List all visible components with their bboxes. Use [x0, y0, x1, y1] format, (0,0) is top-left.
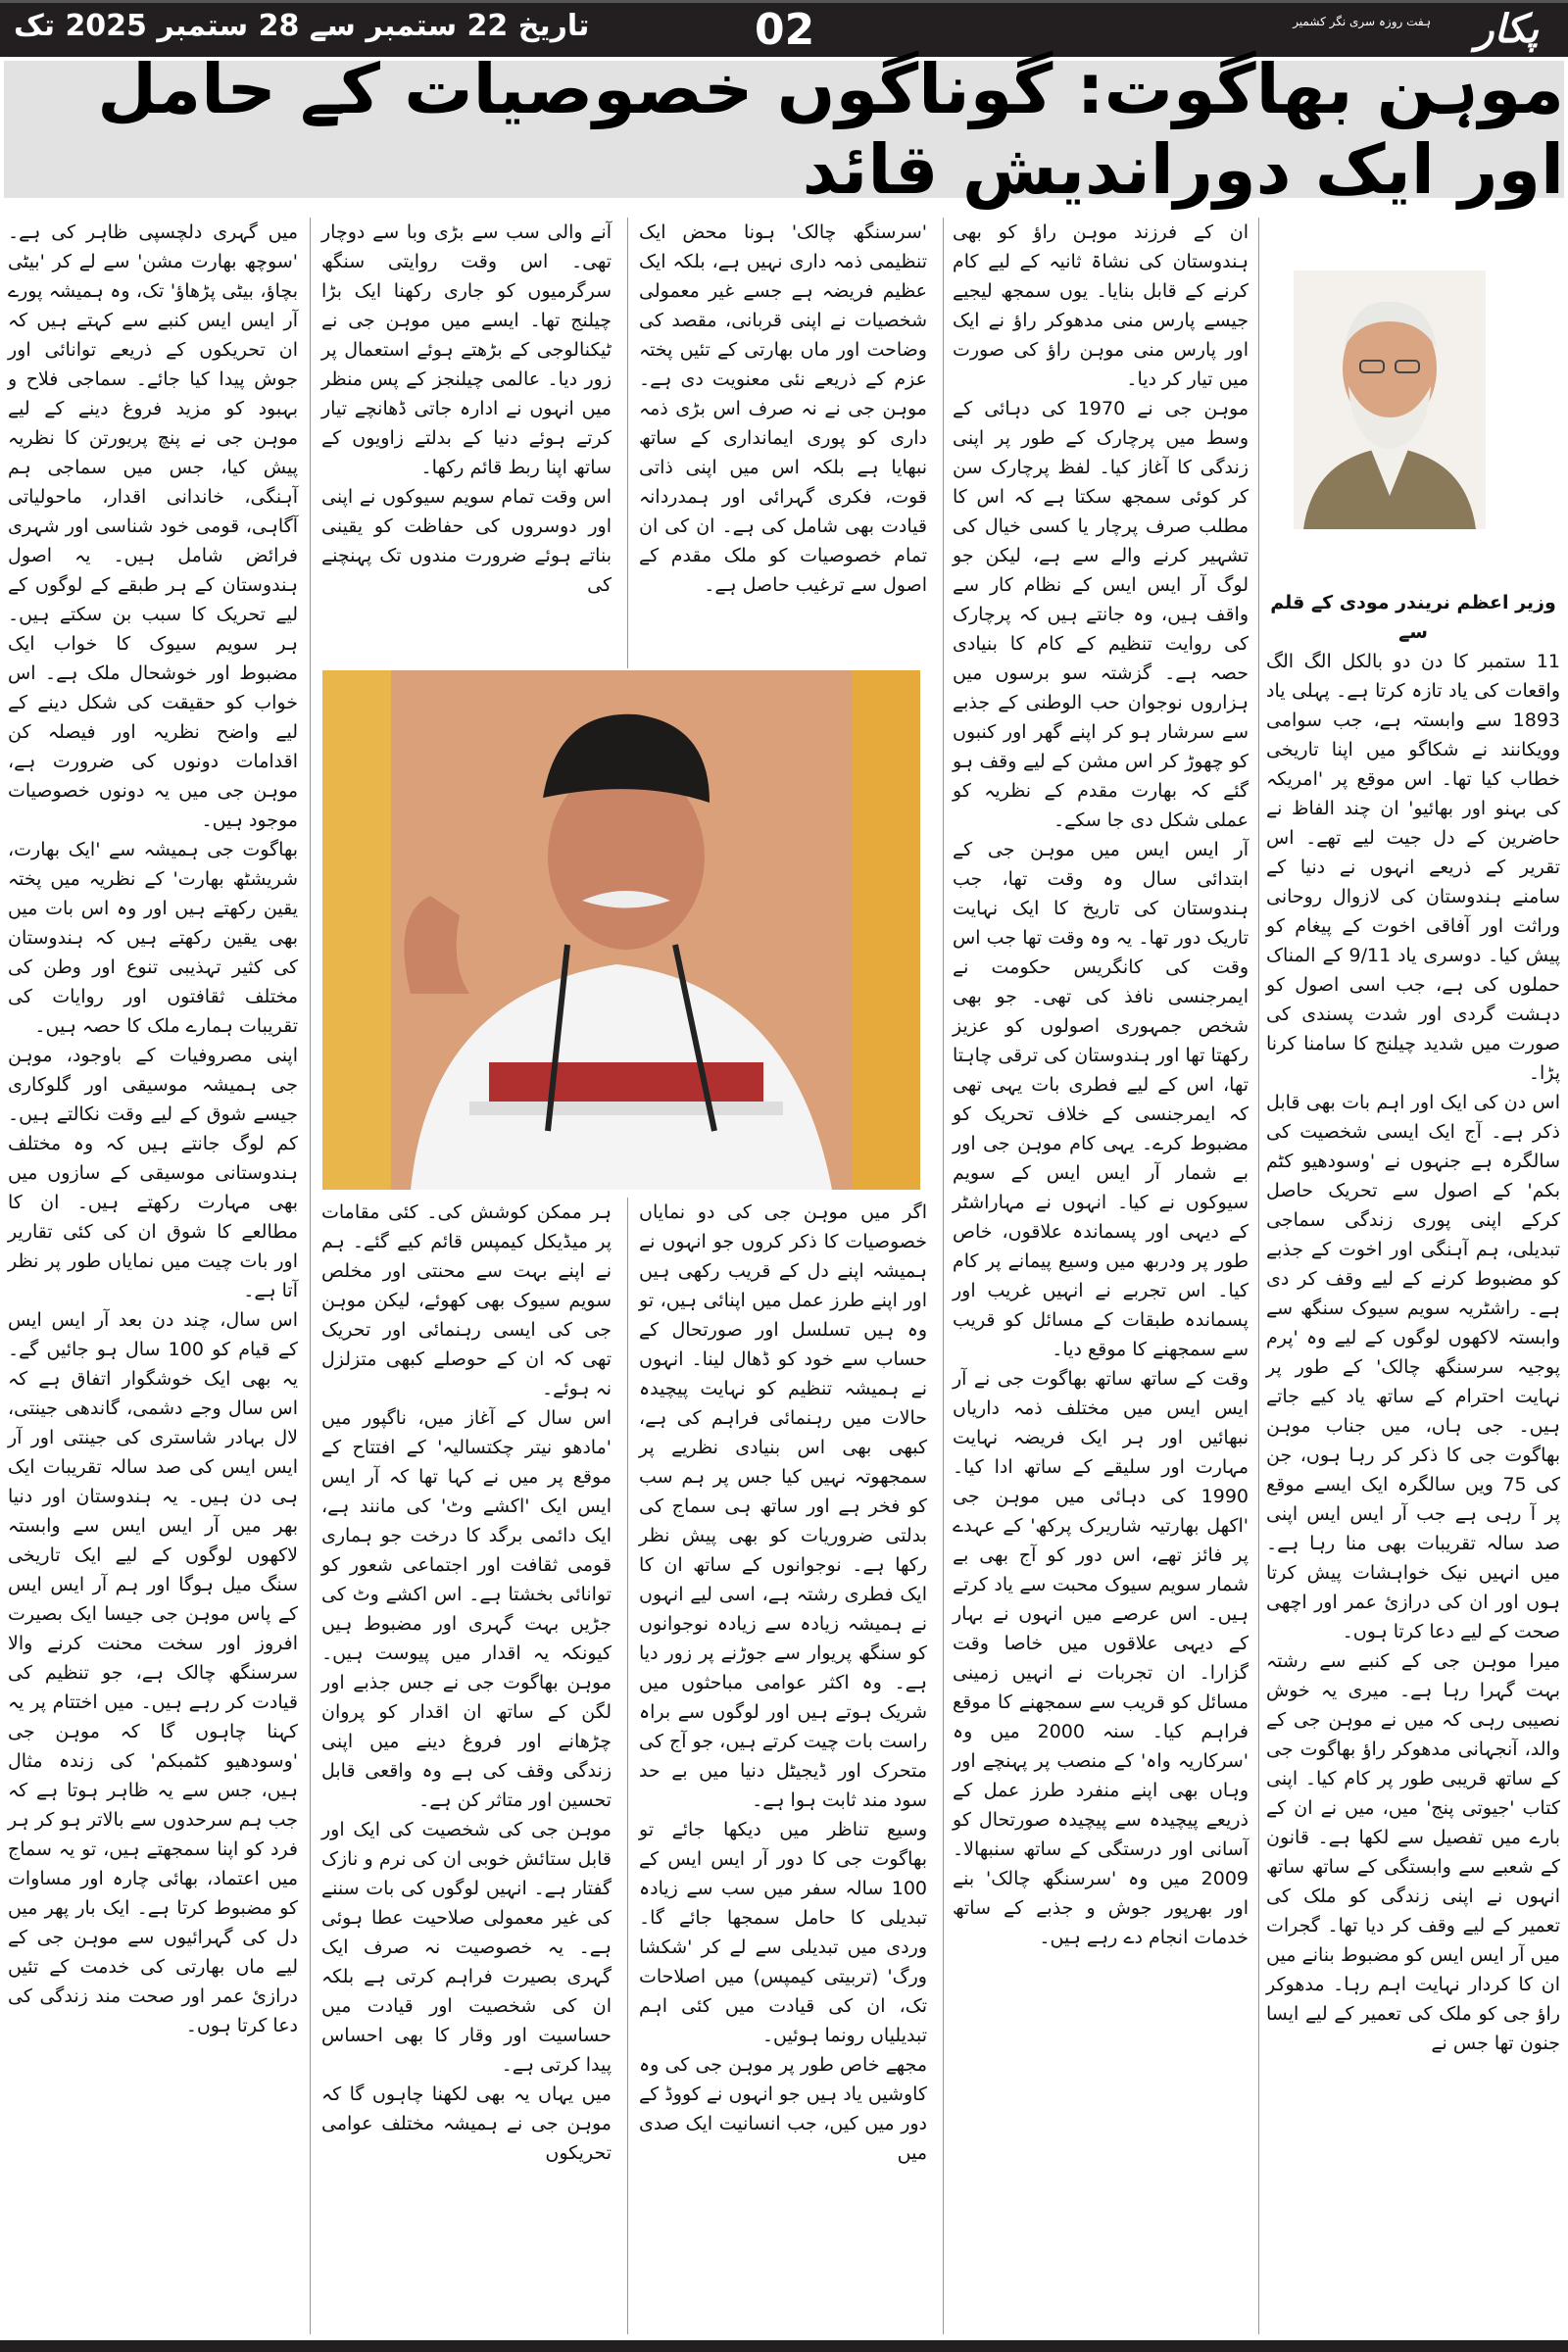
article-column-4-top — [321, 218, 612, 600]
article-column-4-bottom — [321, 1198, 612, 2168]
paragraph: اس وقت تمام سویم سیوکوں نے اپنی اور دوسروں کی حفاظت کو یقینی بناتے ہوئے ضرورت مندوں تک پہنچنے کی — [321, 486, 612, 596]
article-column-3-top — [639, 218, 927, 600]
paragraph: بھاگوت جی ہمیشہ سے 'ایک بھارت، شریشٹھ بھارت' کے نظریہ میں پختہ یقین رکھتے ہیں اور وہ اس بات میں بھی یقین رکھتے ہیں کہ ہندوستان کی کثیر تہذیبی تنوع اور وطن کی مختلف ثقافتوں اور روایات کی تقریبات ہمارے ملک کا حصہ ہیں۔ — [8, 839, 298, 1037]
issue-date: تاریخ 22 ستمبر سے 28 ستمبر 2025 تک — [14, 9, 590, 43]
modi-portrait — [1294, 270, 1486, 529]
paragraph: اپنی مصروفیات کے باوجود، موہن جی ہمیشہ موسیقی اور گلوکاری جیسے شوق کے لیے وقت نکالتے ہیں۔ کم لوگ جانتے ہیں کہ وہ مختلف ہندوستانی موسیقی کے سازوں میں بھی مہارت رکھتے ہیں۔ ان کا مطالعے کا شوق ان کی کئی تقاریر اور بات چیت میں نمایاں طور پر نظر آتا ہے۔ — [8, 1045, 298, 1301]
article-column-1 — [1266, 588, 1560, 2058]
column-divider — [943, 218, 944, 2334]
paragraph: 'سرسنگھ چالک' ہونا محض ایک تنظیمی ذمہ داری نہیں ہے، بلکہ ایک عظیم فریضہ ہے جسے غیر معمولی شخصیات نے اپنی قربانی، مقصد کی وضاحت اور ماں بھارتی کے تئیں پختہ عزم کے ذریعے نئی معنویت دی ہے۔ موہن جی نے نہ صرف اس بڑی ذمہ داری کو پوری ایمانداری کے ساتھ نبھایا ہے بلکہ اس میں اپنی ذاتی قوت، فکری گہرائی اور ہمدردانہ قیادت بھی شامل کی ہے۔ ان کی ان تمام خصوصیات کو ملک مقدم کے اصول سے ترغیب حاصل ہے۔ — [639, 221, 927, 596]
column-divider — [310, 218, 311, 2334]
paragraph: موہن جی کی شخصیت کی ایک اور قابل ستائش خوبی ان کی نرم و نازک گفتار ہے۔ انہیں لوگوں کی بات سننے کی غیر معمولی صلاحیت عطا ہوئی ہے۔ یہ خصوصیت نہ صرف ایک گہری بصیرت فراہم کرتی ہے بلکہ ان کی شخصیت اور قیادت میں حساسیت اور وقار کا بھی احساس پیدا کرتی ہے۔ — [321, 1819, 612, 2076]
paragraph: اگر میں موہن جی کی دو نمایاں خصوصیات کا ذکر کروں جو انہوں نے ہمیشہ اپنے دل کے قریب رکھی ہیں اور اپنے طرز عمل میں اپنائی ہیں، تو وہ ہیں تسلسل اور صورتحال کے حساب سے خود کو ڈھال لینا۔ انہوں نے ہمیشہ تنظیم کو نہایت پیچیدہ حالات میں رہنمائی فراہم کی ہے، کبھی بھی اس بنیادی نظریے پر سمجھوتہ نہیں کیا جس پر ہم سب کو فخر ہے اور ساتھ ہی سماج کی بدلتی ضروریات کو بھی پیش نظر رکھا ہے۔ نوجوانوں کے ساتھ ان کا ایک فطری رشتہ ہے، اسی لیے انہوں نے ہمیشہ زیادہ سے زیادہ نوجوانوں کو سنگھ پریوار سے جوڑنے پر زور دیا ہے۔ وہ اکثر عوامی مباحثوں میں شریک ہوتے ہیں اور لوگوں سے براہ راست بات چیت کرتے ہیں، جو آج کی متحرک اور ڈیجیٹل دنیا میں بے حد سود مند ثابت ہوا ہے۔ — [639, 1201, 927, 1811]
paragraph: مجھے خاص طور پر موہن جی کی وہ کاوشیں یاد ہیں جو انہوں نے کووڈ کے دور میں کیں، جب انسانیت ایک صدی میں — [639, 2054, 927, 2164]
headline-box — [4, 49, 1564, 210]
paragraph: اس دن کی ایک اور اہم بات بھی قابل ذکر ہے۔ آج ایک ایسی شخصیت کی سالگرہ ہے جنہوں نے 'وسودھیو کٹم بکم' کے اصول سے تحریک حاصل کرکے اپنی پوری زندگی سماجی تبدیلی، ہم آہنگی اور اخوت کے جذبے کو مضبوط کرنے کے لیے وقف کر دی ہے۔ راشٹریہ سویم سیوک سنگھ سے وابستہ لاکھوں لوگوں کے لیے وہ 'پرم پوجیہ سرسنگھ چالک' کے طور پر نہایت احترام کے ساتھ یاد کیے جاتے ہیں۔ جی ہاں، میں جناب موہن بھاگوت جی کا ذکر کر رہا ہوں، جن کی 75 ویں سالگرہ ایک ایسے موقع پر آ رہی ہے جب آر ایس ایس اپنی صد سالہ تقریبات بھی منا رہا ہے۔ میں انہیں نیک خواہشات پیش کرتا ہوں اور ان کی درازیٔ عمر اور اچھی صحت کے لیے دعا کرتا ہوں۔ — [1266, 1092, 1561, 1642]
article-column-3-bottom — [639, 1198, 927, 2168]
logo-text: پکار — [1475, 7, 1539, 52]
byline: وزیر اعظم نریندر مودی کے قلم سے — [1270, 592, 1556, 643]
paragraph: میں گہری دلچسپی ظاہر کی ہے۔ 'سوچھ بھارت مشن' سے لے کر 'بیٹی بچاؤ، بیٹی پڑھاؤ' تک، وہ ہمیشہ پورے آر ایس ایس کنبے سے کہتے ہیں کہ ان تحریکوں کے ذریعے توانائی اور جوش پیدا کیا جائے۔ سماجی فلاح و بہبود کو مزید فروغ دینے کے لیے موہن جی نے پنچ پریورتن کا نظریہ پیش کیا، جس میں سماجی ہم آہنگی، خاندانی اقدار، ماحولیاتی آگاہی، قومی خود شناسی اور شہری فرائض شامل ہیں۔ یہ اصول ہندوستان کے ہر طبقے کے لوگوں کے لیے تحریک کا سبب بن سکتے ہیں۔ ہر سویم سیوک کا خواب ایک مضبوط اور خوشحال ملک ہے۔ اس خواب کو حقیقت کی شکل دینے کے لیے واضح نظریہ اور فیصلہ کن اقدامات دونوں کی ضرورت ہے، موہن جی میں یہ دونوں خصوصیات موجود ہیں۔ — [8, 221, 298, 831]
paragraph: اس سال، چند دن بعد آر ایس ایس کے قیام کو 100 سال ہو جائیں گے۔ یہ بھی ایک خوشگوار اتفاق ہے کہ اس سال وجے دشمی، گاندھی جینتی، لال بہادر شاستری کی جینتی اور آر ایس ایس کی صد سالہ تقریبات ایک ہی دن ہیں۔ یہ ہندوستان اور دنیا بھر میں آر ایس ایس سے وابستہ لاکھوں لوگوں کے لیے ایک تاریخی سنگ میل ہوگا اور ہم آر ایس ایس کے پاس موہن جی جیسا ایک بصیرت افروز اور سخت محنت کرنے والا سرسنگھ چالک ہے، جو تنظیم کی قیادت کر رہے ہیں۔ میں اختتام پر یہ کہنا چاہوں گا کہ موہن جی 'وسودھیو کٹمبکم' کی زندہ مثال ہیں، جس سے یہ ظاہر ہوتا ہے کہ جب ہم سرحدوں سے بالاتر ہو کر ہر فرد کو اپنا سمجھتے ہیں، تو یہ سماج میں اعتماد، بھائی چارہ اور مساوات کو مضبوط کرتا ہے۔ ایک بار پھر میں دل کی گہرائیوں سے موہن جی کے لیے ماں بھارتی کی خدمت کے تئیں درازیٔ عمر اور صحت مند زندگی کی دعا کرتا ہوں۔ — [8, 1309, 298, 2036]
bhagwat-speech-photo — [322, 670, 920, 1190]
paragraph: 11 ستمبر کا دن دو بالکل الگ الگ واقعات کی یاد تازہ کرتا ہے۔ پہلی یاد 1893 سے وابستہ ہے، جب سوامی وویکانند نے شکاگو میں اپنا تاریخی خطاب کیا تھا۔ اس موقع پر 'امریکہ کی بہنو اور بھائیو' ان چند الفاظ نے حاضرین کے دل جیت لیے تھے۔ اس تقریر کے ذریعے انہوں نے دنیا کے سامنے ہندوستان کی لازوال روحانی وراثت اور آفاقی اخوت کے پیغام کو پیش کیا۔ دوسری یاد 9/11 کے المناک حملوں کی ہے، جب اسی اصول کو دہشت گردی اور شدت پسندی کی صورت میں شدید چیلنج کا سامنا کرنا پڑا۔ — [1266, 651, 1560, 1084]
page-number: 02 — [755, 5, 815, 55]
newspaper-logo — [1293, 7, 1539, 52]
paragraph: موہن جی نے 1970 کی دہائی کے وسط میں پرچارک کے طور پر اپنی زندگی کا آغاز کیا۔ لفظ پرچارک سن کر کوئی سمجھ سکتا ہے کہ اس کا مطلب صرف پرچار یا کسی خیال کی تشہیر کرنے والے سے ہے، لیکن جو لوگ آر ایس ایس کے نظام کار سے واقف ہیں، وہ جانتے ہیں کہ پرچارک کی روایت تنظیم کے کام کا بنیادی حصہ ہے۔ گزشتہ سو برسوں میں ہزاروں نوجوان حب الوطنی کے جذبے سے سرشار ہو کر اپنے گھر اور کنبوں کو چھوڑ کر اس مشن کے لیے وقف ہو گئے کہ بھارت مقدم کے نظریہ کو عملی شکل دی جا سکے۔ — [953, 398, 1249, 831]
column-divider — [627, 1198, 628, 2334]
footer-bar — [0, 2340, 1568, 2352]
paragraph: آر ایس ایس میں موہن جی کے ابتدائی سال وہ وقت تھا، جب ہندوستان کی تاریخ کا ایک نہایت تاریک دور تھا۔ یہ وہ وقت تھا جب اس وقت کی کانگریس حکومت نے ایمرجنسی نافذ کی تھی۔ جو بھی شخص جمہوری اصولوں کو عزیز رکھتا تھا اور ہندوستان کی ترقی چاہتا تھا، اس کے لیے فطری بات یہی تھی کہ ایمرجنسی کے خلاف تحریک کو مضبوط کرے۔ یہی کام موہن جی اور بے شمار آر ایس ایس کے سویم سیوکوں نے کیا۔ انہوں نے مہاراشٹر کے دیہی اور پسماندہ علاقوں، خاص طور پر ودربھ میں وسیع پیمانے پر کام کیا۔ اس تجربے نے انہیں غریب اور پسماندہ طبقات کے مسائل کو قریب سے سمجھنے کا موقع دیا۔ — [953, 839, 1249, 1360]
paragraph: وسیع تناظر میں دیکھا جائے تو بھاگوت جی کا دور آر ایس ایس کے 100 سالہ سفر میں سب سے زیادہ تبدیلی کا حامل سمجھا جائے گا۔ وردی میں تبدیلی سے لے کر 'شکشا ورگ' (تربیتی کیمپس) میں اصلاحات تک، ان کی قیادت میں کئی اہم تبدیلیاں رونما ہوئیں۔ — [639, 1819, 927, 2046]
logo-subtitle: ہفت روزہ سری نگر کشمیر — [1293, 15, 1431, 28]
article-column-5 — [8, 218, 298, 2040]
paragraph: ان کے فرزند موہن راؤ کو بھی ہندوستان کی نشاۃ ثانیہ کے لیے کام کرنے کے قابل بنایا۔ یوں سمجھ لیجیے جیسے پارس منی مدھوکر راؤ نے ایک اور پارس منی موہن راؤ کی صورت میں تیار کر دیا۔ — [953, 221, 1249, 390]
headline: موہن بھاگوت: گوناگوں خصوصیات کے حامل اور ایک دوراندیش قائد — [97, 49, 1564, 210]
article-column-2 — [953, 218, 1249, 1952]
paragraph: آنے والی سب سے بڑی وبا سے دوچار تھی۔ اس وقت روایتی سنگھ سرگرمیوں کو جاری رکھنا ایک بڑا چیلنج تھا۔ ایسے میں موہن جی نے ٹیکنالوجی کے بڑھتے ہوئے استعمال پر زور دیا۔ عالمی چیلنجز کے پس منظر میں انہوں نے ادارہ جاتی ڈھانچے تیار کرتے ہوئے دنیا کے بدلتے زاویوں کے ساتھ اپنا ربط قائم رکھا۔ — [321, 221, 612, 478]
paragraph: میرا موہن جی کے کنبے سے رشتہ بہت گہرا رہا ہے۔ میری یہ خوش نصیبی رہی کہ میں نے موہن جی کے والد، آنجہانی مدھوکر راؤ بھاگوت جی کے ساتھ قریبی طور پر کام کیا۔ اپنی کتاب 'جیوتی پنج' میں، میں نے ان کے بارے میں تفصیل سے لکھا ہے۔ قانون کے شعبے سے وابستگی کے ساتھ ساتھ انہوں نے اپنی زندگی کو ملک کی تعمیر کے لیے وقف کر دیا تھا۔ گجرات میں آر ایس ایس کو مضبوط بنانے میں ان کا کردار نہایت اہم رہا۔ مدھوکر راؤ جی کو ملک کی تعمیر کے لیے ایسا جنون تھا جس نے — [1266, 1650, 1560, 2054]
paragraph: اس سال کے آغاز میں، ناگپور میں 'مادھو نیتر چکتسالیہ' کے افتتاح کے موقع پر میں نے کہا تھا کہ آر ایس ایس ایک 'اکشے وٹ' کی مانند ہے، ایک دائمی برگد کا درخت جو ہماری قومی ثقافت اور اجتماعی شعور کو توانائی بخشتا ہے۔ اس اکشے وٹ کی جڑیں بہت گہری اور مضبوط ہیں کیونکہ یہ اقدار میں پیوست ہیں۔ موہن بھاگوت جی نے جس جذبے اور لگن کے ساتھ ان اقدار کو پروان چڑھانے اور فروغ دینے میں اپنی زندگی وقف کی ہے وہ واقعی قابل تحسین اور متاثر کن ہے۔ — [321, 1407, 612, 1811]
paragraph: میں یہاں یہ بھی لکھنا چاہوں گا کہ موہن جی نے ہمیشہ مختلف عوامی تحریکوں — [321, 2083, 612, 2164]
column-divider — [1258, 218, 1259, 2334]
column-divider — [627, 218, 628, 668]
paragraph: وقت کے ساتھ ساتھ بھاگوت جی نے آر ایس ایس میں مختلف ذمہ داریاں نبھائیں اور ہر ایک فریضہ نہایت مہارت اور سلیقے کے ساتھ ادا کیا۔ 1990 کی دہائی میں موہن جی 'اکھل بھارتیہ شاریرک پرکھ' کے عہدے پر فائز تھے، اس دور کو آج بھی بے شمار سویم سیوک محبت سے یاد کرتے ہیں۔ اس عرصے میں انہوں نے بہار کے دیہی علاقوں میں خاصا وقت گزارا۔ ان تجربات نے انہیں زمینی مسائل کو قریب سے سمجھنے کا موقع فراہم کیا۔ سنہ 2000 میں وہ 'سرکاریہ واہ' کے منصب پر پہنچے اور وہاں بھی اپنے منفرد طرز عمل کے ذریعے پیچیدہ سے پیچیدہ صورتحال کو آسانی اور درستگی کے ساتھ سنبھالا۔ 2009 میں وہ 'سرسنگھ چالک' بنے اور بھرپور جوش و جذبے کے ساتھ خدمات انجام دے رہے ہیں۔ — [953, 1368, 1249, 1948]
paragraph: ہر ممکن کوشش کی۔ کئی مقامات پر میڈیکل کیمپس قائم کیے گئے۔ ہم نے اپنے بہت سے محنتی اور مخلص سویم سیوک بھی کھوئے، لیکن موہن جی کی ایسی رہنمائی اور تحریک تھی کہ ان کے حوصلے کبھی متزلزل نہ ہوئے۔ — [321, 1201, 612, 1399]
